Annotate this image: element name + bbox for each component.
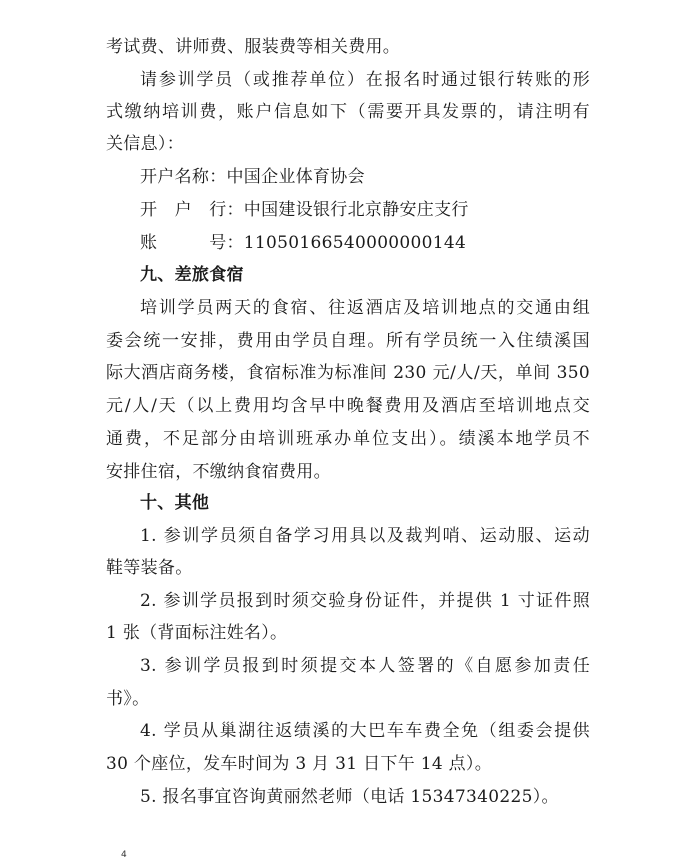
account-bank-line: 开 户 行：中国建设银行北京静安庄支行 bbox=[140, 200, 469, 220]
account-name-line: 开户名称：中国企业体育协会 bbox=[140, 167, 365, 187]
list-item-line: 4. 学员从巢湖往返绩溪的大巴车车费全免（组委会提供 bbox=[140, 721, 590, 741]
paragraph-line: 请参训学员（或推荐单位）在报名时通过银行转账的形 bbox=[140, 70, 590, 90]
paragraph-line: 培训学员两天的食宿、往返酒店及培训地点的交通由组 bbox=[140, 298, 590, 318]
section-heading-other: 十、其他 bbox=[140, 493, 210, 513]
list-item-line: 书》。 bbox=[106, 689, 150, 709]
list-item-line: 1. 参训学员须自备学习用具以及裁判哨、运动服、运动 bbox=[140, 526, 590, 546]
list-item-line: 3. 参训学员报到时须提交本人签署的《自愿参加责任 bbox=[140, 656, 590, 676]
list-item-line: 1 张（背面标注姓名）。 bbox=[106, 623, 288, 643]
paragraph-line: 安排住宿，不缴纳食宿费用。 bbox=[106, 462, 331, 482]
paragraph-line: 际大酒店商务楼，食宿标准为标准间 230 元/人/天，单间 350 bbox=[106, 363, 590, 383]
account-number-line: 账 号：11050166540000000144 bbox=[140, 233, 467, 253]
page-number: 4 bbox=[121, 850, 127, 860]
paragraph-line: 关信息）： bbox=[106, 134, 184, 154]
list-item-line: 鞋等装备。 bbox=[106, 558, 193, 578]
list-item-line: 5. 报名事宜咨询黄丽然老师（电话 15347340225）。 bbox=[140, 787, 559, 807]
list-item-line: 2. 参训学员报到时须交验身份证件，并提供 1 寸证件照 bbox=[140, 591, 590, 611]
paragraph-line: 通费，不足部分由培训班承办单位支出）。绩溪本地学员不 bbox=[106, 429, 590, 449]
list-item-line: 30 个座位，发车时间为 3 月 31 日下午 14 点）。 bbox=[106, 754, 493, 774]
paragraph-line: 式缴纳培训费，账户信息如下（需要开具发票的，请注明有 bbox=[106, 102, 590, 122]
paragraph-line: 元/人/天（以上费用均含早中晚餐费用及酒店至培训地点交 bbox=[106, 396, 590, 416]
section-heading-travel: 九、差旅食宿 bbox=[140, 265, 244, 285]
paragraph-line: 委会统一安排，费用由学员自理。所有学员统一入住绩溪国 bbox=[106, 331, 590, 351]
paragraph-line: 考试费、讲师费、服装费等相关费用。 bbox=[106, 37, 401, 57]
